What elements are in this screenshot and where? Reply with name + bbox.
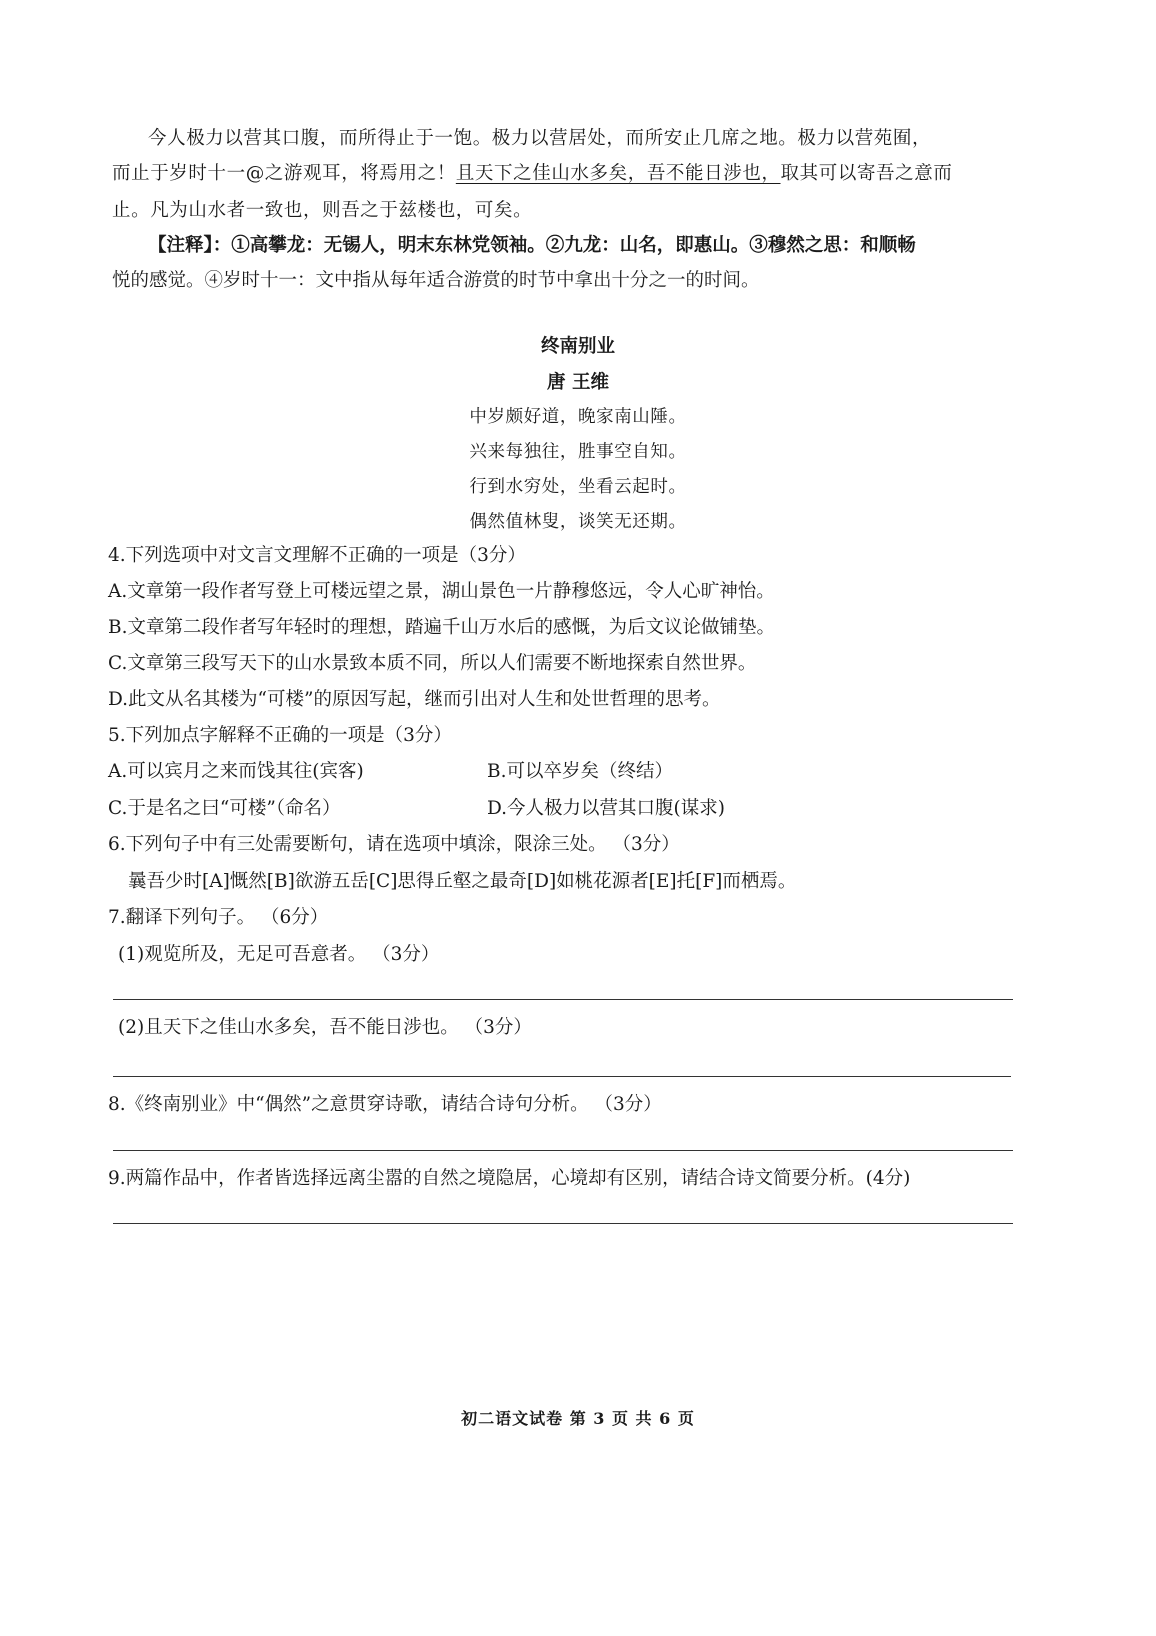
q4-option-b: B.文章第二段作者写年轻时的理想，踏遍千山万水后的感慨，为后文议论做铺垫。 [108, 617, 775, 638]
poem-author: 唐 王维 [547, 372, 609, 393]
q7-1-answer-line[interactable] [113, 999, 1013, 1000]
q7-stem: 7.翻译下列句子。 （6分） [108, 907, 329, 928]
q9-answer-line[interactable] [113, 1223, 1013, 1224]
q7-sentence-1: (1)观览所及，无足可吾意者。 （3分） [118, 944, 440, 965]
q5-option-a: A.可以宾月之来而饯其往(宾客) [108, 761, 364, 782]
q5-option-b: B.可以卒岁矣（终结） [487, 761, 673, 782]
page-footer: 初二语文试卷 第 3 页 共 6 页 [461, 1409, 695, 1428]
passage-line-2-start: 而止于岁时十一@之游观耳，将焉用之！ [112, 163, 456, 184]
underlined-sentence: 且天下之佳山水多矣，吾不能日涉也， [455, 163, 781, 184]
poem-line-1: 中岁颇好道，晚家南山陲。 [469, 407, 687, 427]
q6-stem: 6.下列句子中有三处需要断句，请在选项中填涂，限涂三处。 （3分） [108, 834, 680, 855]
q8-stem: 8.《终南别业》中“偶然”之意贯穿诗歌，请结合诗句分析。 （3分） [108, 1094, 662, 1115]
poem-line-2: 兴来每独往，胜事空自知。 [469, 442, 687, 462]
q4-option-d: D.此文从名其楼为“可楼”的原因写起，继而引出对人生和处世哲理的思考。 [108, 689, 721, 710]
q5-stem: 5.下列加点字解释不正确的一项是（3分） [108, 725, 452, 746]
q7-2-answer-line[interactable] [113, 1076, 1011, 1077]
q5-option-d: D.今人极力以营其口腹(谋求) [487, 798, 725, 819]
q4-option-a: A.文章第一段作者写登上可楼远望之景，湖山景色一片静穆悠远，令人心旷神怡。 [108, 581, 775, 602]
q7-sentence-2: (2)且天下之佳山水多矣，吾不能日涉也。 （3分） [118, 1017, 532, 1038]
poem-line-4: 偶然值林叟，谈笑无还期。 [469, 512, 687, 532]
passage-line-3: 止。凡为山水者一致也，则吾之于兹楼也，可矣。 [112, 200, 533, 221]
q5-option-c: C.于是名之曰“可楼”（命名） [108, 798, 341, 819]
notes-line-1: 【注释】：①高攀龙：无锡人，明末东林党领袖。②九龙：山名，即惠山。③穆然之思：和顺畅 [148, 235, 916, 256]
q9-stem: 9.两篇作品中，作者皆选择远离尘嚣的自然之境隐居，心境却有区别，请结合诗文简要分析。(4分) [108, 1168, 911, 1189]
poem-line-3: 行到水穷处，坐看云起时。 [469, 477, 687, 497]
passage-line-2 [112, 161, 952, 187]
q4-stem: 4.下列选项中对文言文理解不正确的一项是（3分） [108, 545, 526, 566]
passage-line-2-end: 取其可以寄吾之意而 [780, 163, 953, 184]
q4-option-c: C.文章第三段写天下的山水景致本质不同，所以人们需要不断地探索自然世界。 [108, 653, 757, 674]
q8-answer-line[interactable] [113, 1150, 1013, 1151]
notes-line-2: 悦的感觉。④岁时十一：文中指从每年适合游赏的时节中拿出十分之一的时间。 [112, 270, 760, 291]
passage-line-1: 今人极力以营其口腹，而所得止于一饱。极力以营居处，而所安止几席之地。极力以营苑囿， [148, 128, 932, 149]
q6-sentence: 曩吾少时[A]慨然[B]欲游五岳[C]思得丘壑之最奇[D]如桃花源者[E]托[F]而栖焉。 [128, 871, 797, 892]
poem-title: 终南别业 [540, 336, 615, 357]
